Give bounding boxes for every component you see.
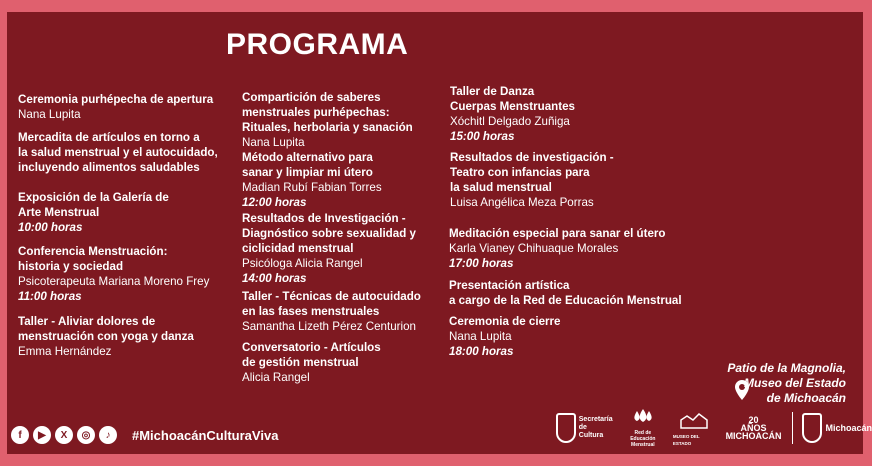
- drops-icon: [632, 409, 654, 427]
- hashtag: #MichoacánCulturaViva: [132, 428, 279, 443]
- event-time: 15:00 horas: [450, 130, 515, 143]
- event-item: [242, 150, 472, 210]
- coat-of-arms-icon: [556, 413, 576, 443]
- page-title: PROGRAMA: [226, 28, 409, 61]
- event-host: Psicoterapeuta Mariana Moreno Frey: [18, 275, 210, 288]
- instagram-icon[interactable]: ◎: [77, 426, 95, 444]
- event-name: Taller de Danza Cuerpas Menstruantes: [450, 85, 575, 113]
- event-item: [18, 190, 248, 235]
- event-host: Nana Lupita: [18, 108, 81, 121]
- secretaria-cultura-logo: [556, 413, 613, 443]
- event-time: 10:00 horas: [18, 221, 83, 234]
- coat-of-arms-icon: [802, 413, 822, 443]
- event-name: Ceremonia de cierre: [449, 315, 561, 328]
- event-host: Xóchitl Delgado Zuñiga: [450, 115, 570, 128]
- event-time: 18:00 horas: [449, 345, 514, 358]
- aniv-label: 20 AÑOS MICHOACÁN: [725, 415, 782, 441]
- michoacan-logo: [802, 413, 872, 443]
- event-time: 17:00 horas: [449, 257, 514, 270]
- event-item: [18, 314, 248, 359]
- event-time: 11:00 horas: [18, 290, 82, 303]
- event-name: Meditación especial para sanar el útero: [449, 227, 666, 240]
- facebook-icon[interactable]: f: [11, 426, 29, 444]
- event-name: Resultados de investigación - Teatro con infancias para la salud menstrual: [450, 151, 614, 194]
- event-name: Conferencia Menstruación: historia y sociedad: [18, 245, 168, 273]
- divider: [792, 412, 793, 444]
- event-item: [449, 278, 719, 308]
- event-name: Método alternativo para sanar y limpiar mi útero: [242, 151, 373, 179]
- event-name: Ceremonia purhépecha de apertura: [18, 93, 214, 106]
- event-item: [18, 92, 248, 122]
- event-host: Karla Vianey Chihuaque Morales: [449, 242, 619, 255]
- event-item: [242, 211, 472, 286]
- event-host: Nana Lupita: [242, 136, 305, 149]
- venue-text: Patio de la Magnolia, Museo del Estado de Michoacán: [727, 361, 846, 405]
- social-icons: [11, 426, 117, 444]
- museo-label: MUSEO DEL ESTADO: [672, 433, 700, 446]
- event-item: [450, 150, 710, 210]
- event-item: [449, 226, 709, 271]
- event-name: Conversatorio - Artículos de gestión menstrual: [242, 341, 381, 369]
- michoacan-label: Michoacán: [825, 422, 872, 433]
- event-item: [450, 84, 710, 144]
- youtube-icon[interactable]: ▶: [33, 426, 51, 444]
- event-item: [242, 289, 472, 334]
- event-name: Presentación artística a cargo de la Red de Educación Menstrual: [449, 279, 682, 307]
- event-item: [449, 314, 709, 359]
- event-host: Madian Rubí Fabian Torres: [242, 181, 382, 194]
- event-name: Resultados de Investigación - Diagnóstico sobre sexualidad y ciclicidad menstrual: [242, 212, 416, 255]
- secretaria-label: Secretaría de Cultura: [578, 416, 613, 439]
- event-name: Mercadita de artículos en torno a la salud menstrual y el autocuidado, incluyendo alimentos saludables: [18, 131, 218, 174]
- event-name: Taller - Técnicas de autocuidado en las fases menstruales: [242, 290, 421, 318]
- museum-building-icon: [679, 410, 709, 430]
- 20-anos-logo: [726, 416, 782, 440]
- event-host: Emma Hernández: [18, 345, 112, 358]
- tiktok-icon[interactable]: ♪: [99, 426, 117, 444]
- event-item: [242, 340, 472, 385]
- logo-strip: [556, 410, 872, 446]
- event-host: Samantha Lizeth Pérez Centurion: [242, 320, 417, 333]
- museo-logo: [673, 410, 716, 447]
- event-host: Luisa Angélica Meza Porras: [450, 196, 594, 209]
- event-item: [18, 244, 248, 304]
- event-host: Psicóloga Alicia Rangel: [242, 257, 363, 270]
- red-educacion-logo: [623, 409, 663, 448]
- event-item: [242, 90, 472, 150]
- red-label: Red de Educación Menstrual: [630, 429, 656, 448]
- event-time: 14:00 horas: [242, 272, 307, 285]
- event-name: Exposición de la Galería de Arte Menstrual: [18, 191, 169, 219]
- event-item: [18, 130, 248, 175]
- event-time: 12:00 horas: [242, 196, 307, 209]
- x-icon[interactable]: X: [55, 426, 73, 444]
- event-host: Nana Lupita: [449, 330, 512, 343]
- event-name: Compartición de saberes menstruales purhépechas: Rituales, herbolaria y sanación: [242, 91, 413, 134]
- event-name: Taller - Aliviar dolores de menstruación con yoga y danza: [18, 315, 194, 343]
- event-host: Alicia Rangel: [242, 371, 310, 384]
